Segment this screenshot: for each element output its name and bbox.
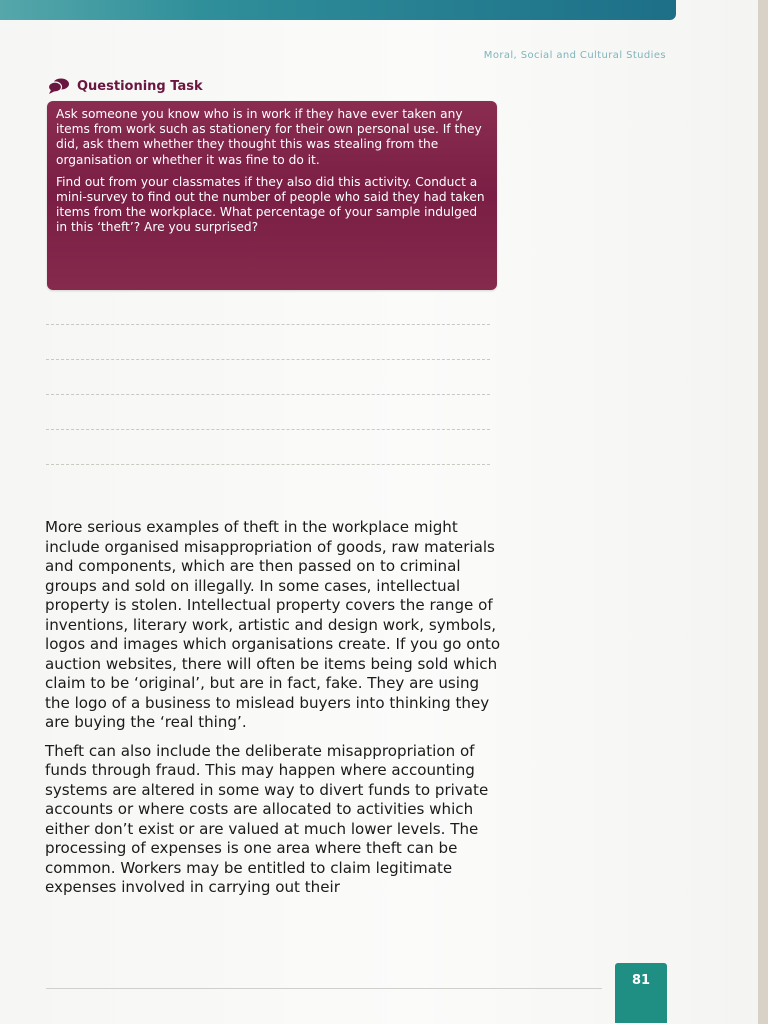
top-color-band [0, 0, 676, 20]
speech-bubbles-icon [48, 78, 70, 94]
answer-line[interactable] [46, 359, 490, 360]
answer-line[interactable] [46, 394, 490, 395]
body-paragraph-2: Theft can also include the deliberate misappropriation of funds through fraud. This may happen where accounting systems are altered in some way to divert funds to private accounts or where costs are allocated to activities which either don’t exist or are valued at much lower levels. The processing of expenses is one area where theft can be common. Workers may be entitled to claim legitimate expenses involved in carrying out their [45, 741, 489, 896]
task-title: Questioning Task [77, 78, 203, 94]
questioning-task-box [47, 101, 497, 290]
page-number: 81 [615, 963, 667, 1023]
task-paragraph-2: Find out from your classmates if they also did this activity. Conduct a mini-survey to find out the number of people who said they had taken items from the workplace. What percentage of your sample indulged in this ‘theft’? Are you surprised? [56, 174, 485, 235]
answer-line[interactable] [46, 324, 490, 325]
body-paragraph-1: More serious examples of theft in the workplace might include organised misappropriation of goods, raw materials and components, which are then passed on to criminal groups and sold on illegally. In some cases, intellectual property is stolen. Intellectual property covers the range of inventions, literary work, artistic and design work, symbols, logos and images which organisations create. If you go onto auction websites, there will often be items being sold which claim to be ‘original’, but are in fact, fake. They are using the logo of a business to mislead buyers into thinking they are buying the ‘real thing’. [45, 518, 501, 731]
running-head: Moral, Social and Cultural Studies [483, 50, 666, 61]
task-paragraph-1: Ask someone you know who is in work if they have ever taken any items from work such as stationery for their own personal use. If they did, ask them whether they thought this was stealing from the organisation or whether it was fine to do it. [56, 107, 482, 167]
task-heading [48, 78, 203, 94]
body-text [45, 518, 505, 898]
answer-line[interactable] [46, 429, 490, 430]
answer-lines [46, 324, 490, 499]
footer-rule [46, 988, 602, 989]
answer-line[interactable] [46, 464, 490, 465]
